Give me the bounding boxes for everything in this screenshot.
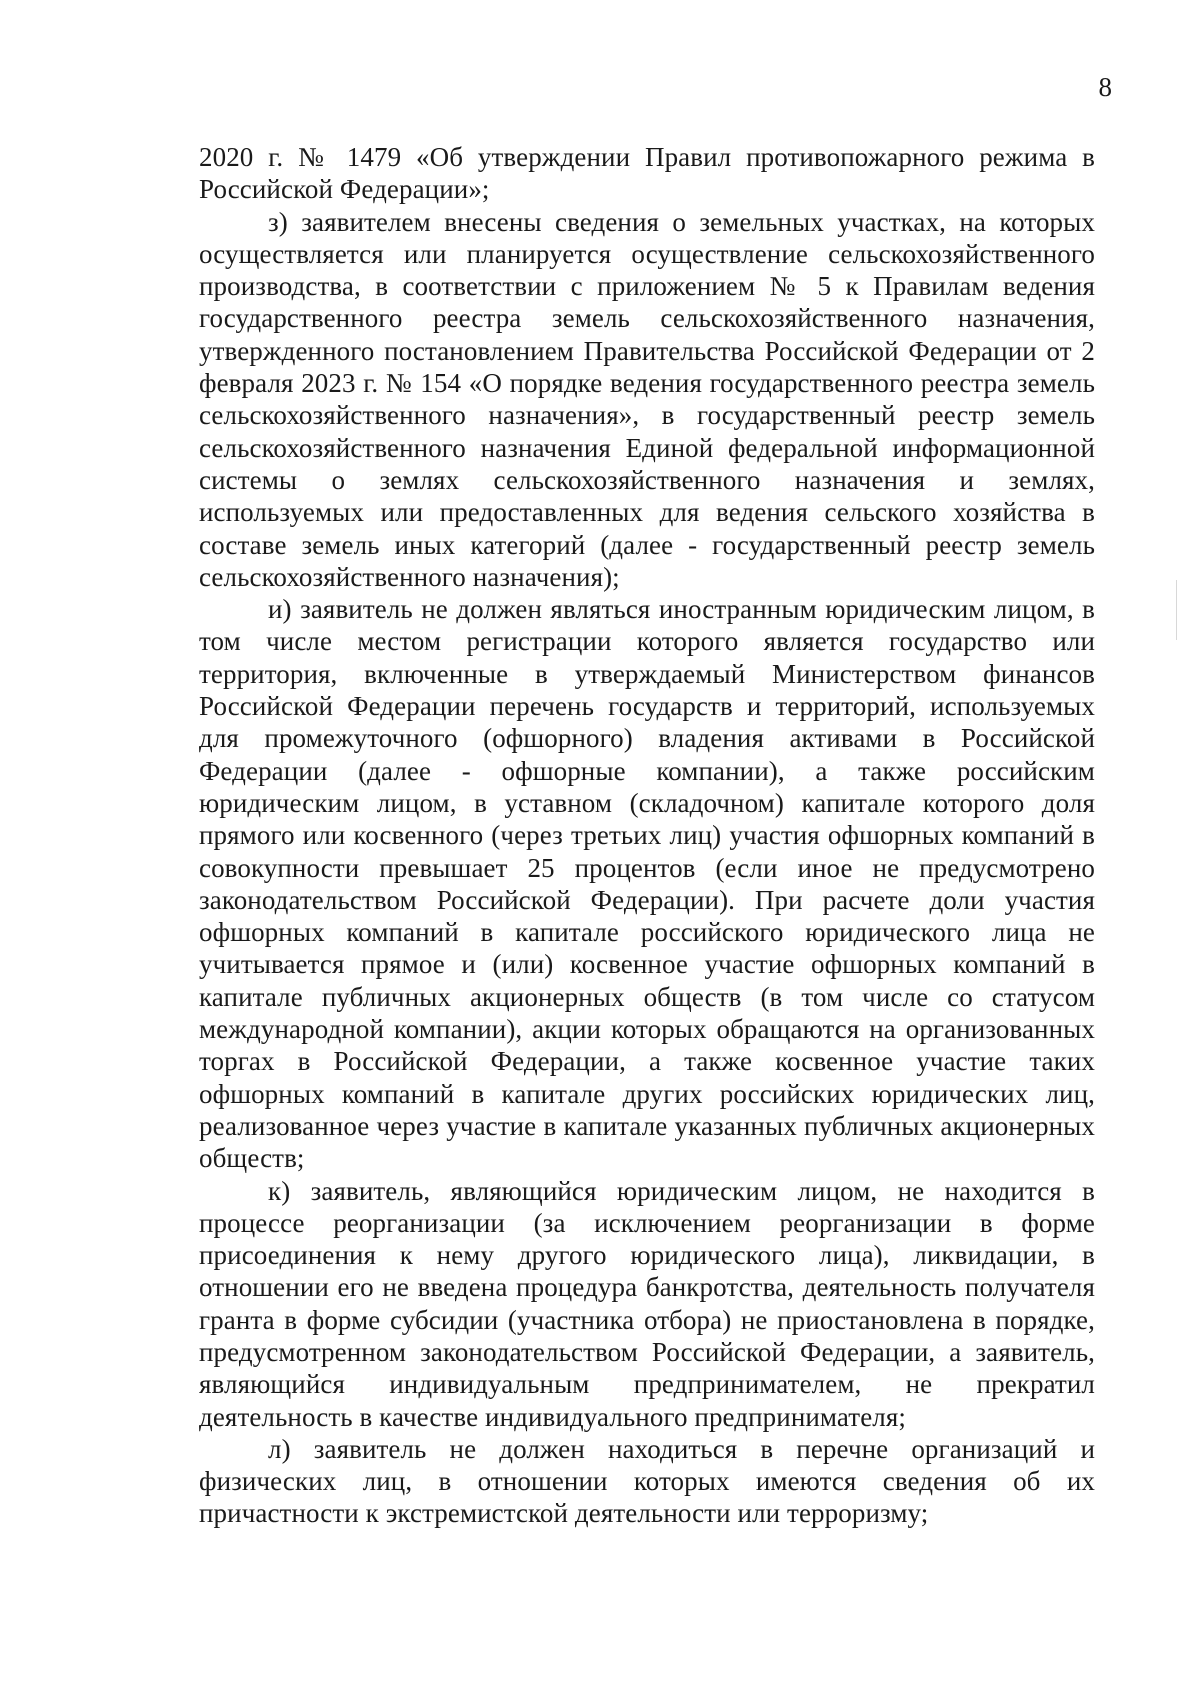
paragraph-continuation: 2020 г. № 1479 «Об утверждении Правил противопожарного режима в Российской Федерации»; — [199, 142, 1095, 205]
page-number: 8 — [1098, 72, 1112, 102]
paragraph-item-k: к) заявитель, являющийся юридическим лицом, не находится в процессе реорганизации (за исключением реорганизации в форме присоединения к нему другого юридического лица), ликвидации, в отношении его не введена процедура банкротства, деятельность получателя гранта в форме субсидии (участника отбора) не приостановлена в порядке, предусмотренном законодательством Российской Федерации, а заявитель, являющийся индивидуальным предпринимателем, не прекратил деятельность в качестве индивидуального предпринимателя; — [199, 1175, 1095, 1432]
paragraph-item-i: и) заявитель не должен являться иностранным юридическим лицом, в том числе местом регистрации которого является государство или территория, включенные в утверждаемый Министерством финансов Российской Федерации перечень государств и территорий, используемых для промежуточного (офшорного) владения активами в Российской Федерации (далее - офшорные компании), а также российским юридическим лицом, в уставном (складочном) капитале которого доля прямого или косвенного (через третьих лиц) участия офшорных компаний в совокупности превышает 25 процентов (если иное не предусмотрено законодательством Российской Федерации). При расчете доли участия офшорных компаний в капитале российского юридического лица не учитывается прямое и (или) косвенное участие офшорных компаний в капитале публичных акционерных обществ (в том числе со статусом международной компании), акции которых обращаются на организованных торгах в Российской Федерации, а также косвенное участие таких офшорных компаний в капитале других российских юридических лиц, реализованное через участие в капитале указанных публичных акционерных обществ; — [199, 594, 1095, 1174]
paragraph-item-l: л) заявитель не должен находиться в перечне организаций и физических лиц, в отношении которых имеются сведения об их причастности к экстремистской деятельности или терроризму; — [199, 1433, 1095, 1529]
scan-edge-mark — [1176, 580, 1177, 640]
document-body — [199, 141, 1095, 1530]
paragraph-item-z: з) заявителем внесены сведения о земельных участках, на которых осуществляется или планируется осуществление сельскохозяйственного производства, в соответствии с приложением № 5 к Правилам ведения государственного реестра земель сельскохозяйственного назначения, утвержденного постановлением Правительства Российской Федерации от 2 февраля 2023 г. № 154 «О порядке ведения государственного реестра земель сельскохозяйственного назначения», в государственный реестр земель сельскохозяйственного назначения Единой федеральной информационной системы о землях сельскохозяйственного назначения и землях, используемых или предоставленных для ведения сельского хозяйства в составе земель иных категорий (далее - государственный реестр земель сельскохозяйственного назначения); — [199, 206, 1095, 592]
